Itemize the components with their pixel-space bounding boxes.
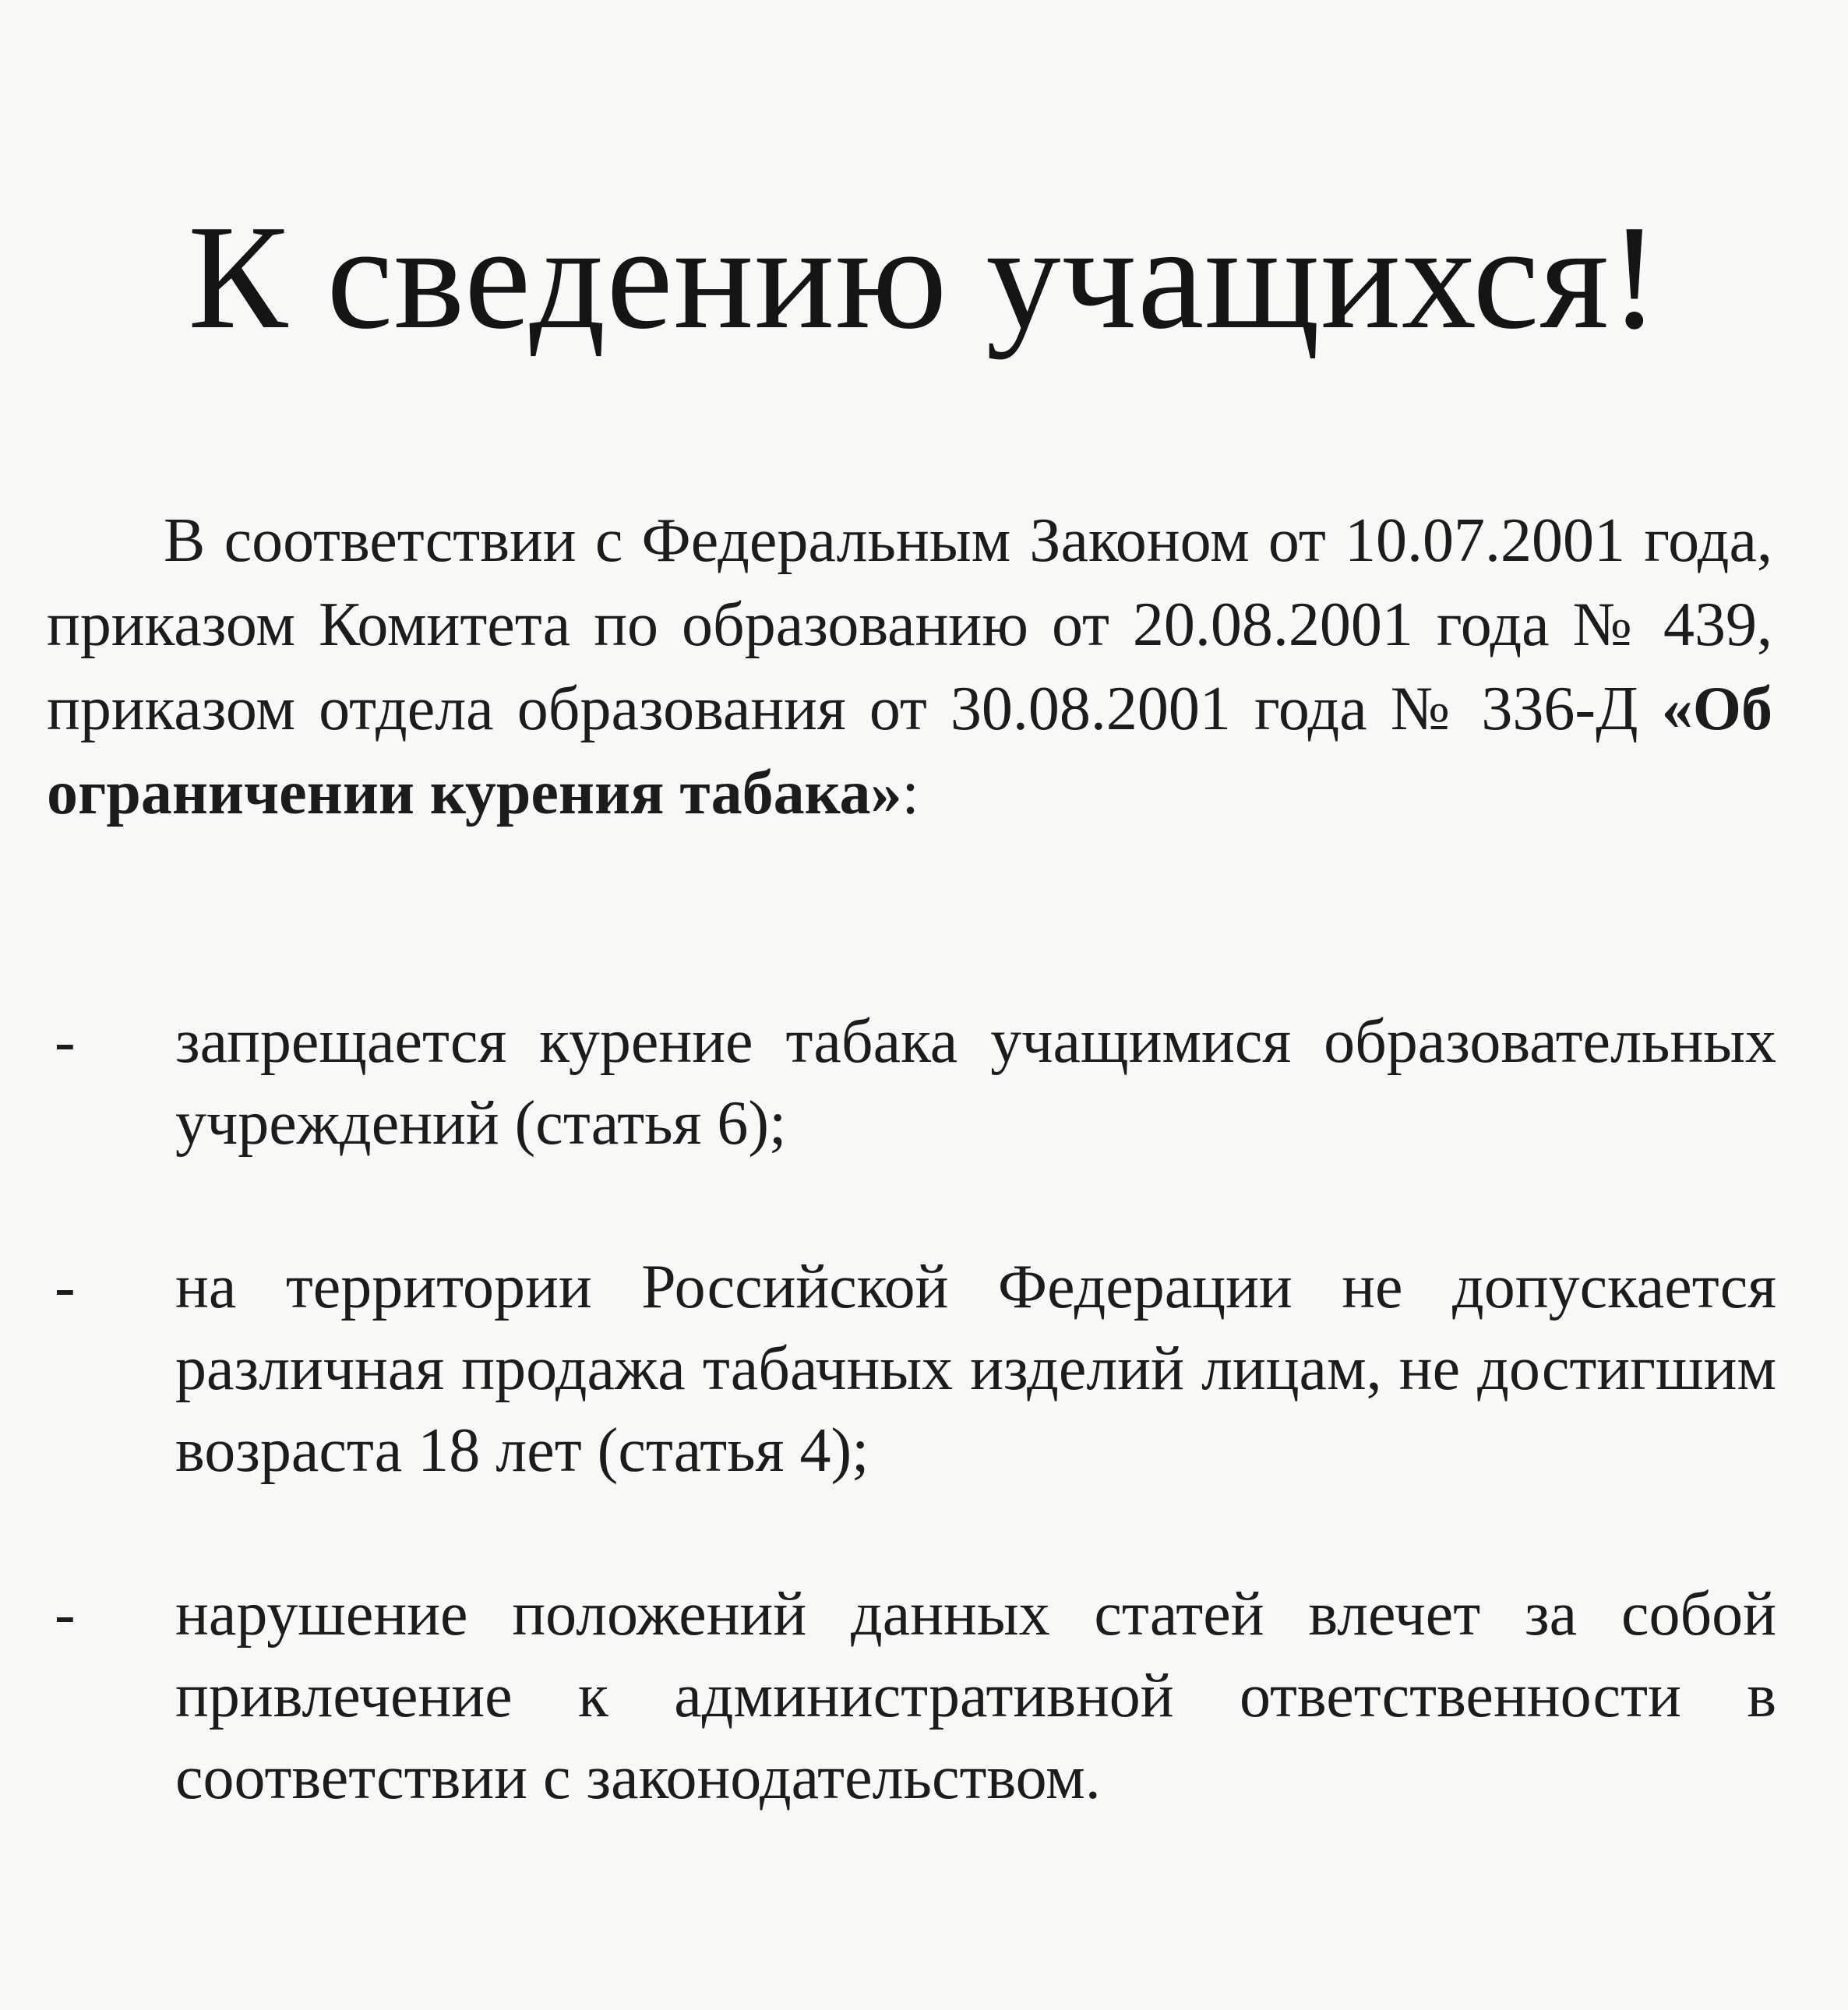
rule-text: запрещается курение табака учащимися образовательных учреждений (статья 6); xyxy=(175,1007,1776,1158)
rule-text: на территории Российской Федерации не допускается различная продажа табачных изделий лицам, не достигшим возраста 18 лет (статья 4); xyxy=(175,1253,1776,1485)
page-title: К сведению учащихся! xyxy=(188,194,1660,360)
intro-colon: : xyxy=(901,759,919,827)
intro-paragraph xyxy=(47,499,1772,835)
rule-list-item-3 xyxy=(47,1574,1776,1819)
rule-list-item-2 xyxy=(47,1247,1776,1492)
dash-marker: - xyxy=(55,1253,76,1321)
rule-item-body xyxy=(47,1247,1776,1492)
rule-text: нарушение положений данных статей влечет за собой привлечение к административной ответственности в соответствии с законодательством. xyxy=(175,1580,1776,1812)
rule-list-item-1 xyxy=(47,1001,1776,1165)
rule-item-body xyxy=(47,1001,1776,1165)
intro-law-title: «Об ограничении курения табака» xyxy=(47,675,1772,827)
rule-item-body xyxy=(47,1574,1776,1819)
dash-marker: - xyxy=(55,1007,76,1076)
dash-marker: - xyxy=(55,1580,76,1649)
intro-text: В соответствии с Федеральным Законом от 10.07.2001 года, приказом Комитета по образованию от 20.08.2001 года № 439, приказом отдела образования от 30.08.2001 года № 336-Д xyxy=(47,506,1772,743)
